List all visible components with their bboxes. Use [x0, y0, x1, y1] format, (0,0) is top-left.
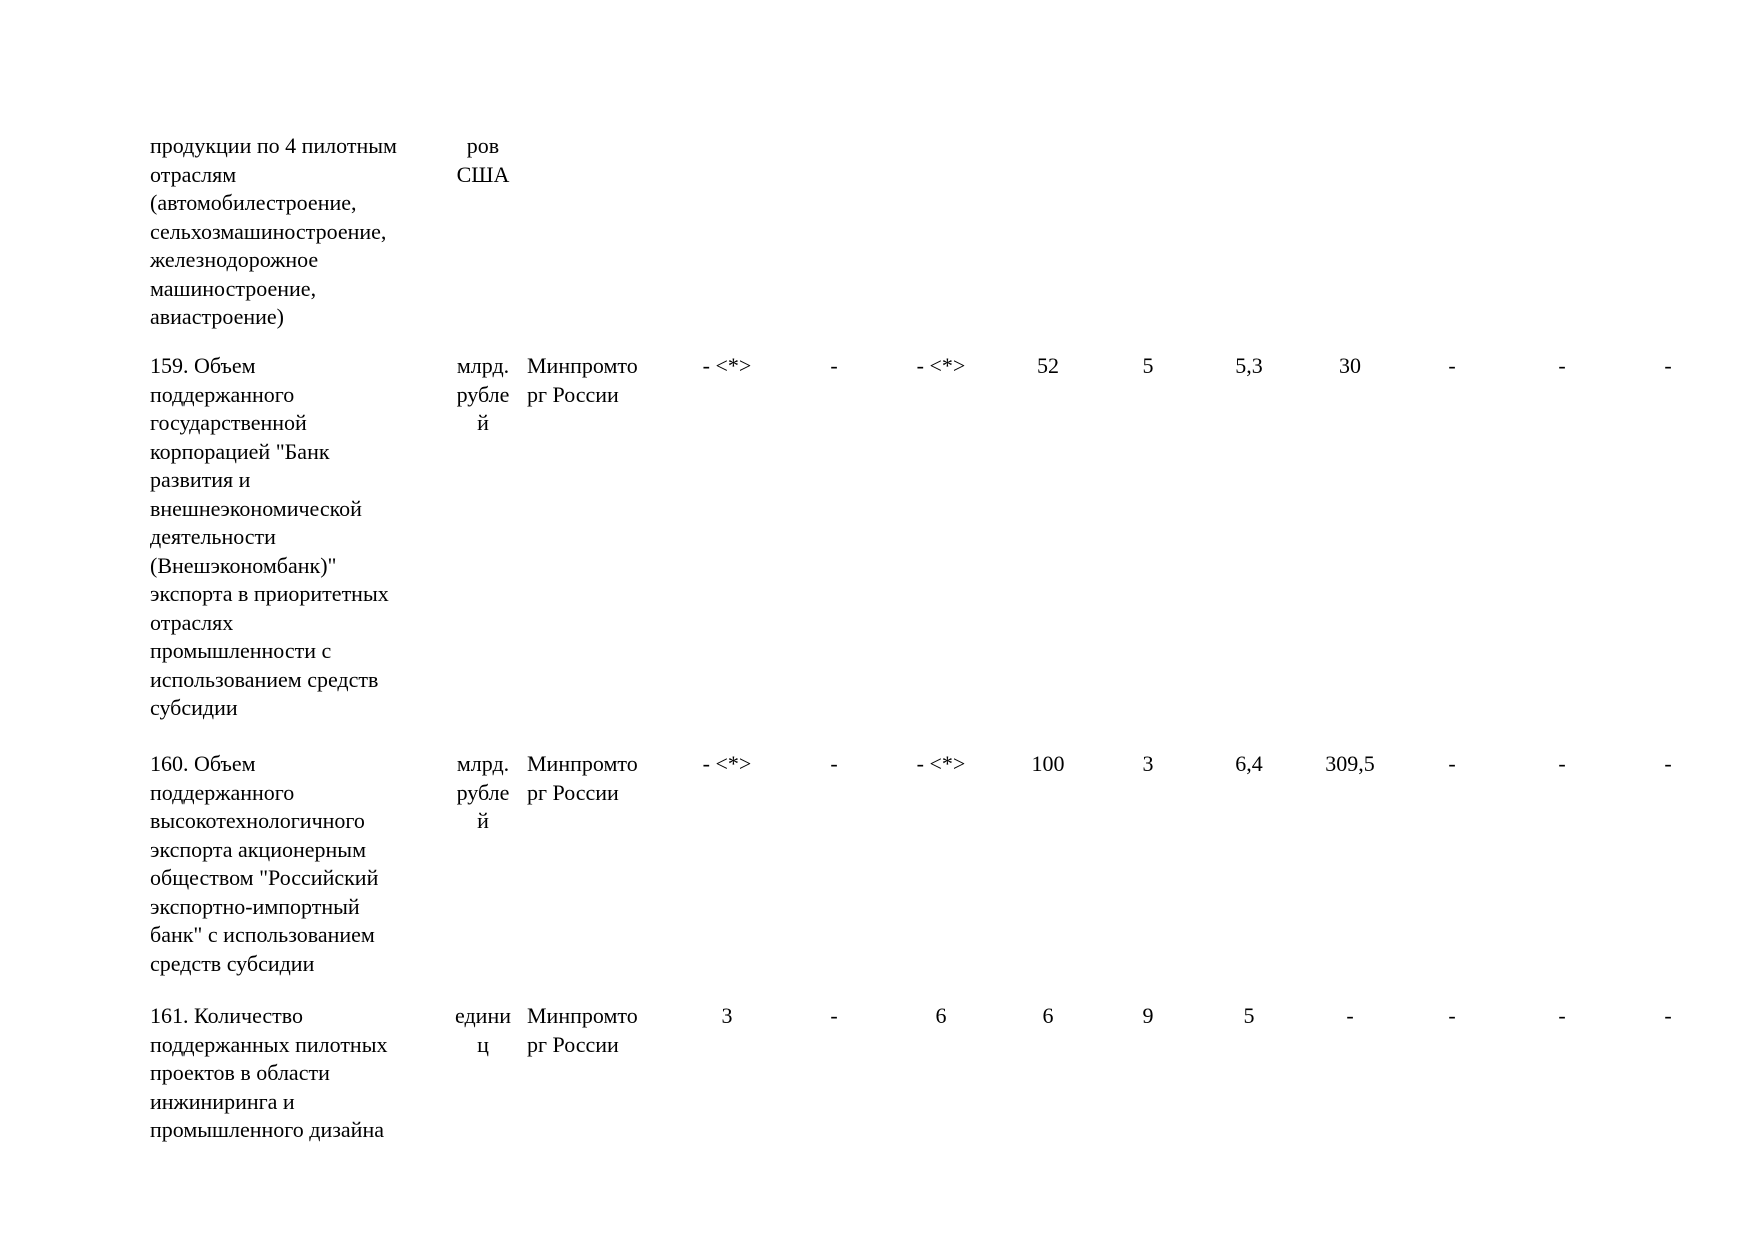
value-cell: -	[1448, 1003, 1456, 1028]
value-cell: 3	[1142, 751, 1154, 776]
value-cell: -	[1664, 751, 1672, 776]
value-cell: -	[1558, 353, 1566, 378]
value-cell: 309,5	[1325, 751, 1375, 776]
value-cell: 52	[1037, 353, 1059, 378]
responsible-organization: Минпромто рг России	[527, 1003, 638, 1057]
responsible-organization: Минпромто рг России	[527, 353, 638, 407]
indicator-name: продукции по 4 пилотным отраслям (автомобилестроение, сельхозмашиностроение, железнодорожное машиностроение, авиастроение)	[150, 133, 397, 329]
value-cell: 9	[1142, 1003, 1154, 1028]
value-cell: 6,4	[1235, 751, 1263, 776]
value-cell: 3	[721, 1003, 733, 1028]
value-cell: 100	[1031, 751, 1065, 776]
unit-of-measure: млрд. рубле й	[456, 353, 510, 435]
value-cell: -	[830, 751, 838, 776]
value-cell: 6	[935, 1003, 947, 1028]
indicator-name: 161. Количество поддержанных пилотных проектов в области инжиниринга и промышленного дизайна	[150, 1003, 388, 1142]
value-cell: 5,3	[1235, 353, 1263, 378]
value-cell: -	[1448, 751, 1456, 776]
responsible-organization: Минпромто рг России	[527, 751, 638, 805]
value-cell: -	[1664, 353, 1672, 378]
unit-of-measure: едини ц	[455, 1003, 511, 1057]
unit-of-measure: ров США	[456, 133, 510, 187]
value-cell: 5	[1243, 1003, 1255, 1028]
value-cell: -	[1558, 751, 1566, 776]
value-cell: - <*>	[916, 353, 966, 378]
value-cell: - <*>	[916, 751, 966, 776]
value-cell: -	[1664, 1003, 1672, 1028]
value-cell: -	[1346, 1003, 1354, 1028]
indicator-name: 160. Объем поддержанного высокотехнологичного экспорта акционерным обществом "Российский экспортно-импортный банк" с использованием средств субсидии	[150, 751, 379, 976]
value-cell: -	[1448, 353, 1456, 378]
indicator-name: 159. Объем поддержанного государственной корпорацией "Банк развития и внешнеэкономической деятельности (Внешэкономбанк)" экспорта в приоритетных отраслях промышленности с использованием средств субсидии	[150, 353, 389, 720]
value-cell: - <*>	[702, 751, 752, 776]
value-cell: -	[830, 1003, 838, 1028]
value-cell: 6	[1042, 1003, 1054, 1028]
unit-of-measure: млрд. рубле й	[456, 751, 510, 833]
value-cell: 30	[1339, 353, 1361, 378]
value-cell: -	[830, 353, 838, 378]
value-cell: -	[1558, 1003, 1566, 1028]
value-cell: 5	[1142, 353, 1154, 378]
value-cell: - <*>	[702, 353, 752, 378]
